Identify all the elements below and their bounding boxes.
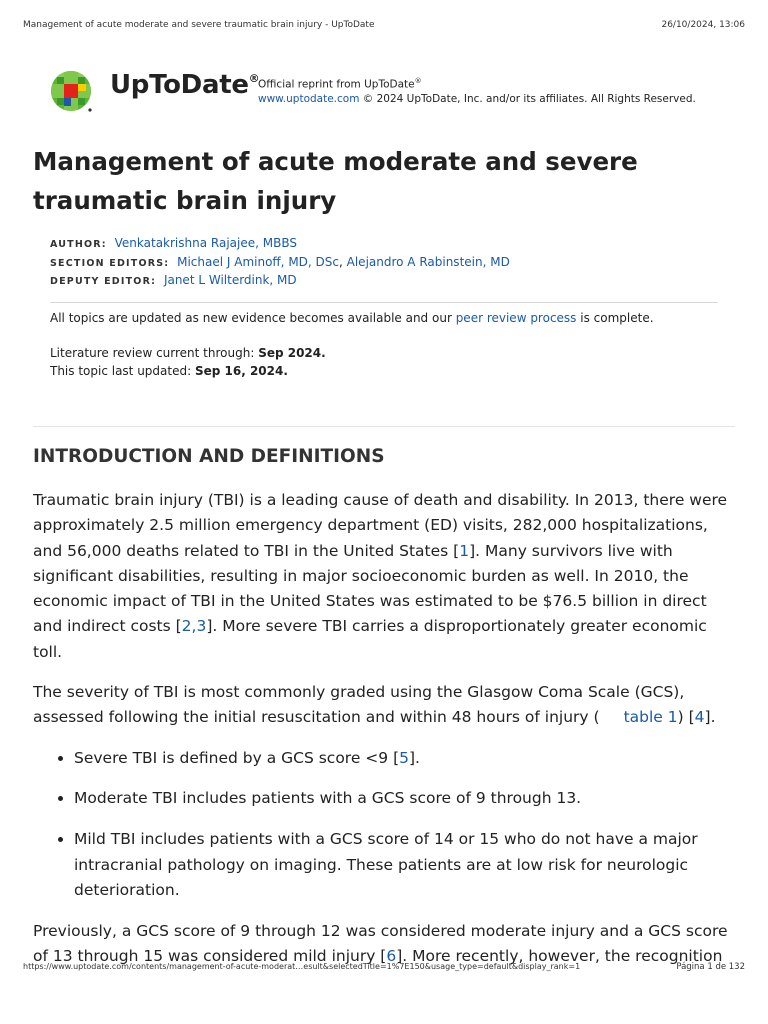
reference-link[interactable]: 6 — [386, 946, 397, 965]
reference-link[interactable]: 4 — [694, 708, 705, 727]
paragraph: The severity of TBI is most commonly graded using the Glasgow Coma Scale (GCS), assessed following the initial resuscitation and within 48 hours of injury ( table 1) [4]. — [33, 683, 716, 727]
table-link[interactable]: table 1 — [623, 708, 678, 727]
list-item: • Moderate TBI includes patients with a GCS score of 9 through 13. — [74, 786, 737, 811]
deputy-editor-link[interactable]: Janet L Wilterdink, MD — [163, 273, 297, 287]
reference-link[interactable]: 1 — [459, 541, 470, 560]
article-credits: AUTHOR: Venkatakrishna Rajajee, MBBS SECTION EDITORS: Michael J Aminoff, MD, DSc, Alejandro A Rabinstein, MD DEPUTY EDITOR: Janet L Wilterdink, MD — [50, 236, 510, 287]
uptodate-site-link[interactable]: www.uptodate.com — [258, 92, 360, 105]
paragraph: Previously, a GCS score of 9 through 12 was considered moderate injury and a GCS score of 13 through 15 was considered mild injury [6]. More recently, however, the recognition — [33, 921, 728, 965]
update-notice: All topics are updated as new evidence becomes available and our peer review process is complete. — [50, 311, 654, 325]
divider — [50, 302, 718, 303]
uptodate-logo-icon — [49, 69, 93, 113]
table-icon — [602, 705, 620, 717]
section-body — [33, 488, 737, 984]
divider — [33, 426, 735, 427]
section-editor-link-2[interactable]: Alejandro A Rabinstein, MD — [346, 254, 510, 269]
reference-link[interactable]: 5 — [399, 748, 409, 767]
print-header-datetime: 26/10/2024, 13:06 — [661, 20, 745, 30]
brand-name: UpToDate® — [110, 70, 260, 100]
list-item: • Severe TBI is defined by a GCS score <9 [5]. — [74, 746, 737, 771]
reprint-notice: Official reprint from UpToDate® www.uptodate.com © 2024 UpToDate, Inc. and/or its affiliates. All Rights Reserved. — [258, 77, 696, 105]
section-heading: INTRODUCTION AND DEFINITIONS — [33, 446, 385, 467]
author-link[interactable]: Venkatakrishna Rajajee, MBBS — [114, 236, 297, 250]
peer-review-link[interactable]: peer review process — [455, 311, 577, 325]
paragraph: Traumatic brain injury (TBI) is a leading cause of death and disability. In 2013, there were approximately 2.5 million emergency department (ED) visits, 282,000 hospitalizations, and 56,000 deaths related to TBI in the United States [1]. Many survivors live with significant disabilities, resulting in major socioeconomic burden as well. In 2010, the economic impact of TBI in the United States was estimated to be $76.5 billion in direct and indirect costs [2,3]. More severe TBI carries a disproportionately greater economic toll. — [33, 491, 728, 661]
bullet-list — [33, 746, 737, 903]
reference-link[interactable]: 2,3 — [181, 617, 207, 636]
print-footer-url: https://www.uptodate.com/contents/management-of-acute-moderat…esult&selectedTitle=1%7E150&usage_type=default&display_rank=1 — [23, 962, 581, 971]
print-header-title: Management of acute moderate and severe traumatic brain injury - UpToDate — [23, 20, 375, 30]
print-footer-page: Página 1 de 132 — [676, 962, 745, 972]
list-item: • Mild TBI includes patients with a GCS score of 14 or 15 who do not have a major intracranial pathology on imaging. These patients are at low risk for neurologic deterioration. — [74, 827, 737, 903]
section-editor-link-1[interactable]: Michael J Aminoff, MD, DSc — [177, 254, 339, 269]
article-title: Management of acute moderate and severe traumatic brain injury — [33, 147, 638, 215]
review-dates: Literature review current through: Sep 2024. This topic last updated: Sep 16, 2024. — [50, 346, 326, 378]
